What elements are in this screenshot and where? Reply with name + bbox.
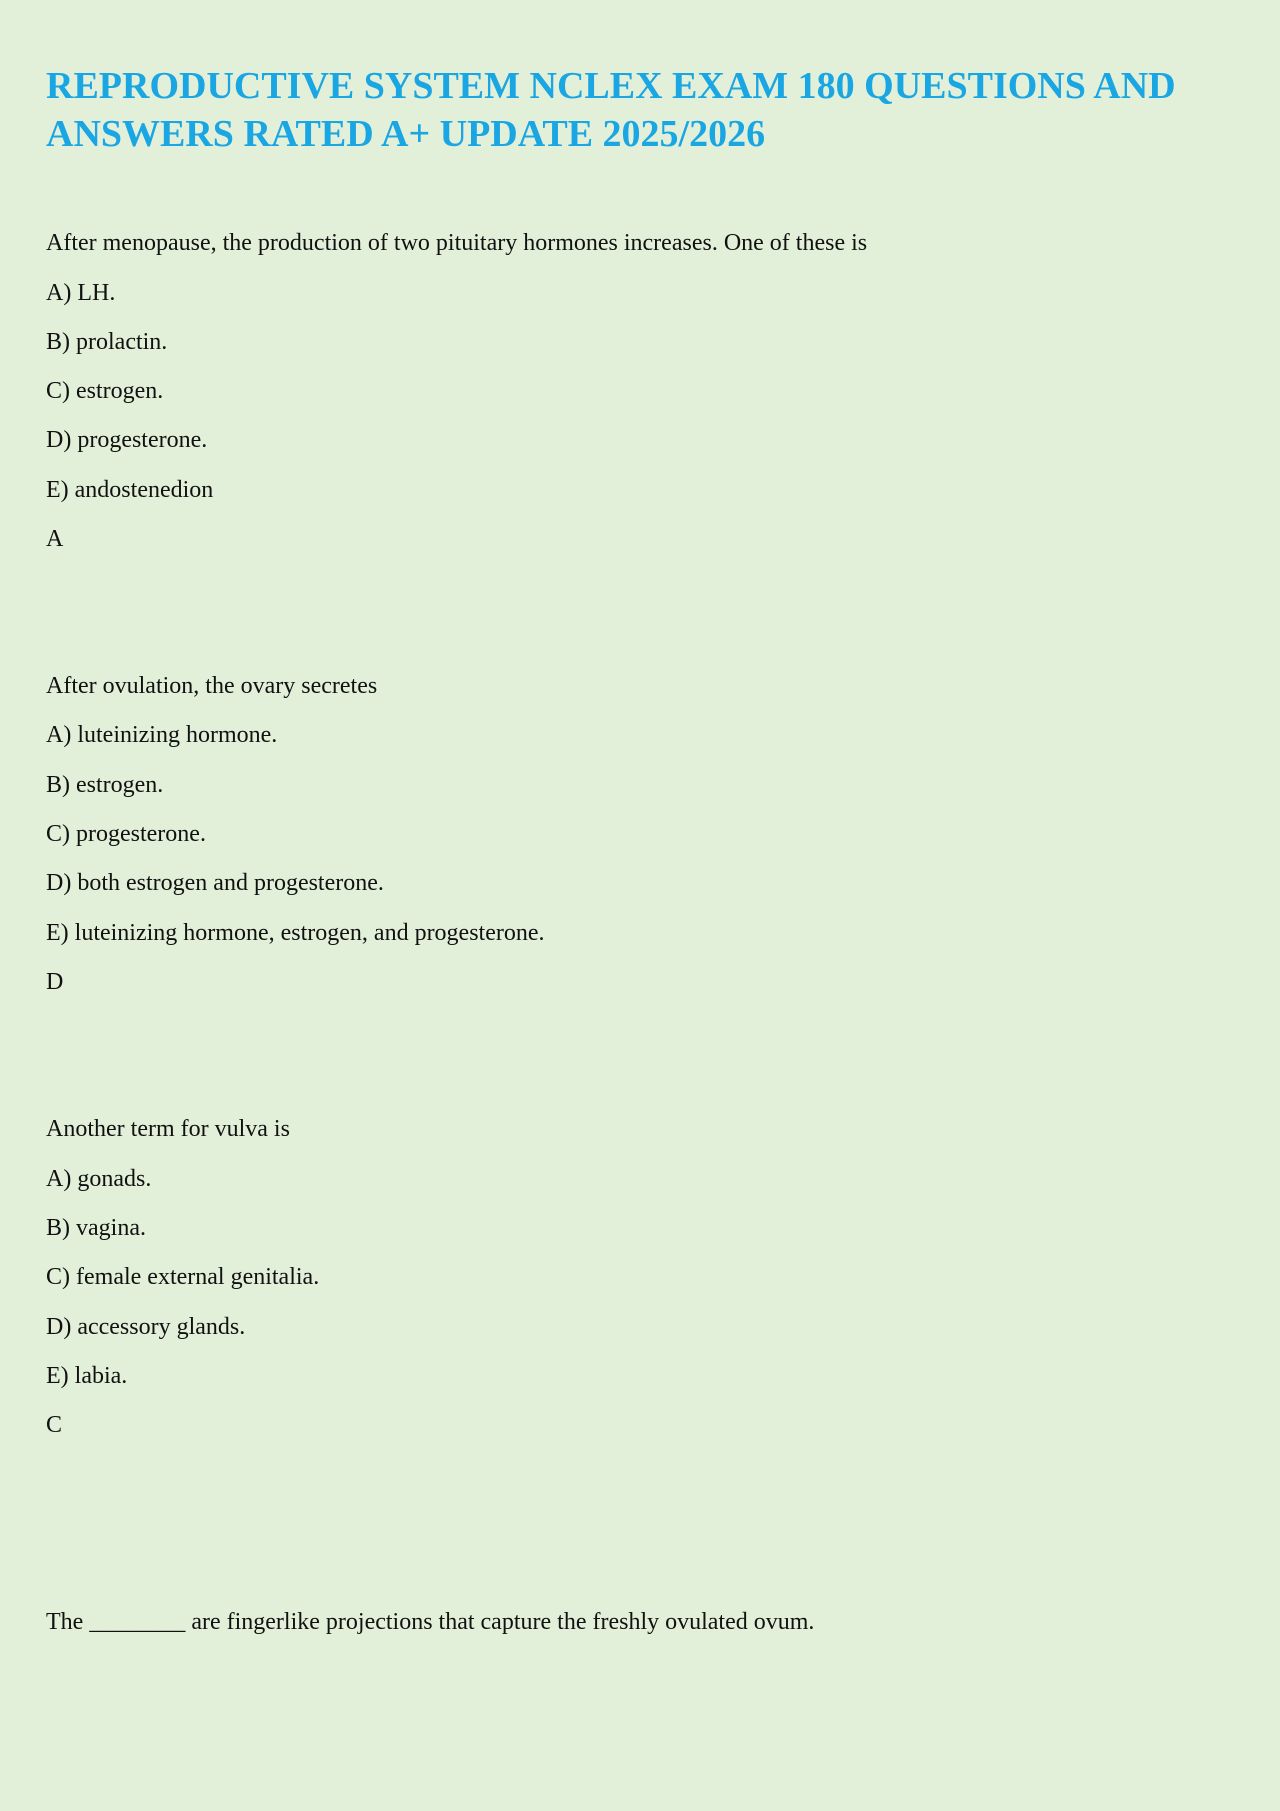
- question-3-option-d: D) accessory glands.: [46, 1314, 246, 1340]
- question-1-option-e: E) andostenedion: [46, 477, 214, 503]
- question-3-option-b: B) vagina.: [46, 1215, 146, 1241]
- question-1-option-a: A) LH.: [46, 280, 116, 306]
- question-3-text: Another term for vulva is: [46, 1116, 290, 1142]
- question-3-option-e: E) labia.: [46, 1363, 128, 1389]
- question-3-answer: C: [46, 1412, 63, 1438]
- question-4-text: The ________ are fingerlike projections that capture the freshly ovulated ovum.: [46, 1609, 815, 1635]
- question-1-option-b: B) prolactin.: [46, 329, 168, 355]
- question-2-text: After ovulation, the ovary secretes: [46, 673, 378, 699]
- question-2-option-e: E) luteinizing hormone, estrogen, and progesterone.: [46, 920, 545, 946]
- question-1-option-c: C) estrogen.: [46, 378, 164, 404]
- document-title: REPRODUCTIVE SYSTEM NCLEX EXAM 180 QUESTIONS AND ANSWERS RATED A+ UPDATE 2025/2026: [46, 65, 1176, 155]
- question-1-option-d: D) progesterone.: [46, 427, 208, 453]
- question-3-option-a: A) gonads.: [46, 1166, 152, 1192]
- question-2-option-a: A) luteinizing hormone.: [46, 722, 278, 748]
- question-1-answer: A: [46, 526, 64, 552]
- question-2-answer: D: [46, 969, 64, 995]
- question-1-text: After menopause, the production of two pituitary hormones increases. One of these is: [46, 230, 868, 256]
- question-2-option-b: B) estrogen.: [46, 772, 164, 798]
- question-2-option-c: C) progesterone.: [46, 821, 206, 847]
- question-3-option-c: C) female external genitalia.: [46, 1264, 320, 1290]
- question-2-option-d: D) both estrogen and progesterone.: [46, 870, 384, 896]
